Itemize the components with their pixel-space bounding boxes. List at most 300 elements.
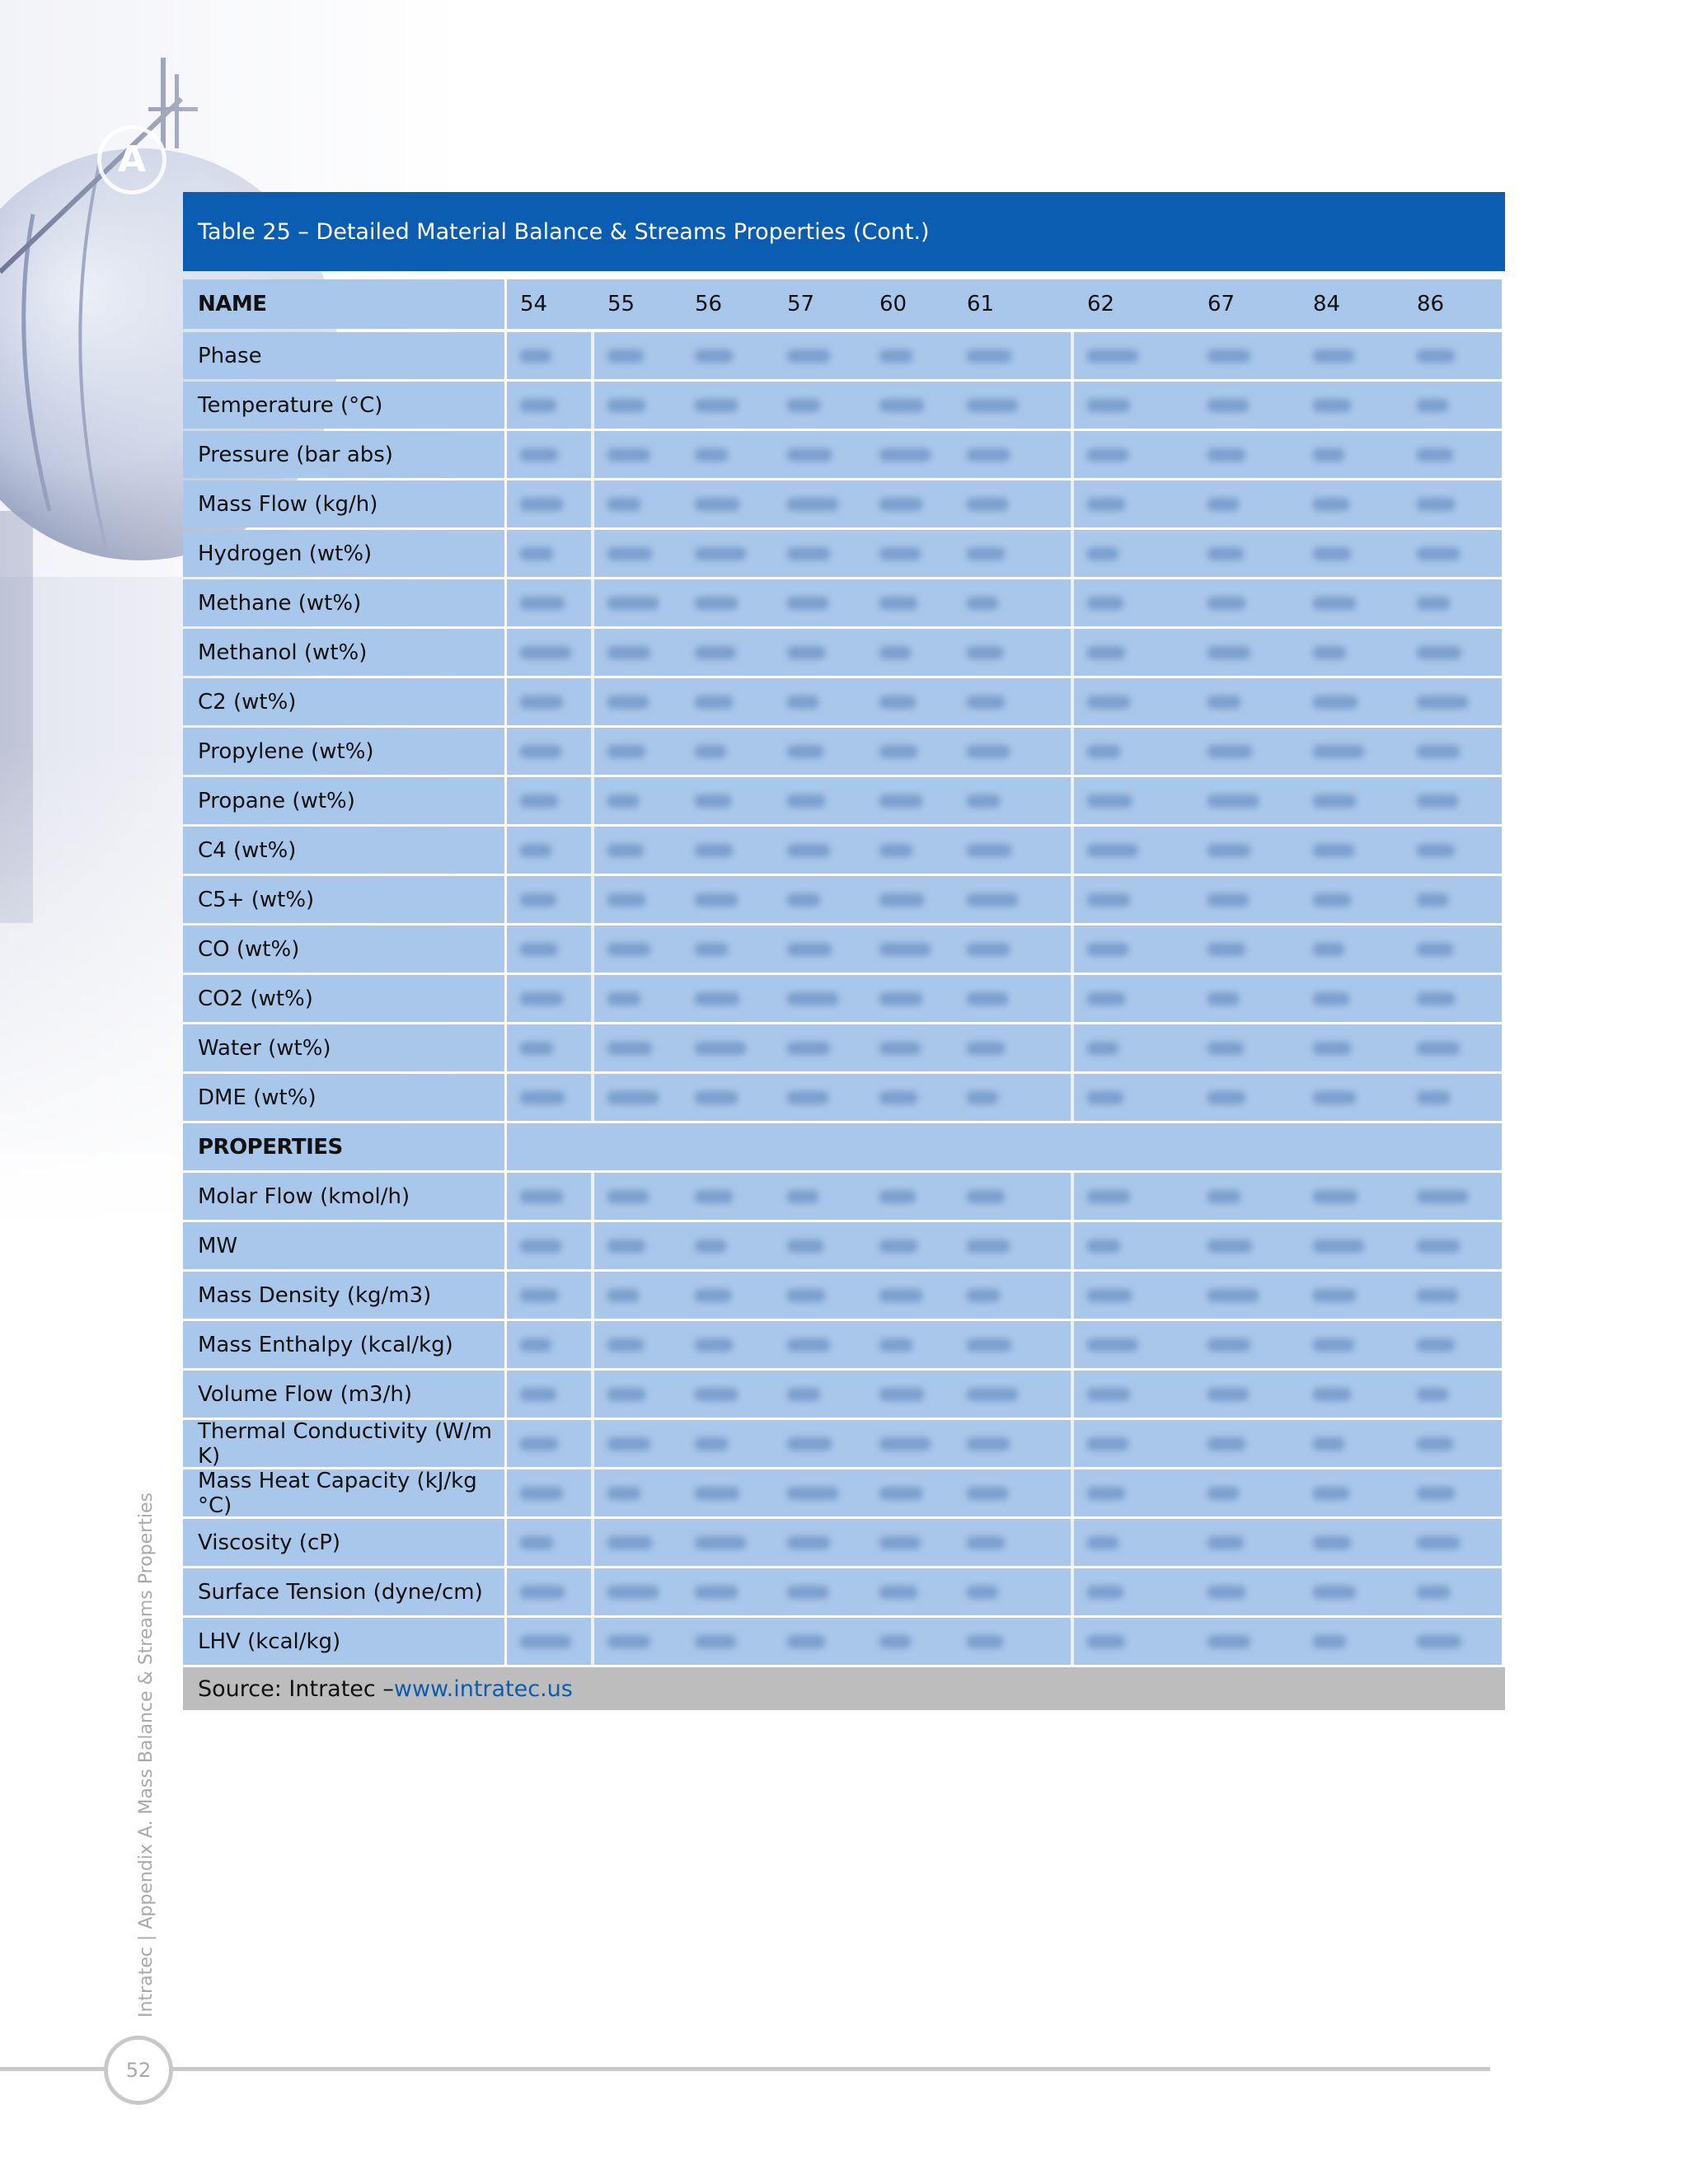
blurred-value-cell xyxy=(507,1123,594,1170)
redacted-value xyxy=(787,794,825,808)
redacted-value xyxy=(1417,844,1455,857)
redacted-value xyxy=(1087,498,1125,511)
blurred-value-cell xyxy=(594,1321,682,1368)
blurred-value-cell xyxy=(866,678,954,725)
redacted-value xyxy=(1207,349,1250,363)
blurred-value-cell xyxy=(682,1618,774,1665)
blurred-value-cell xyxy=(1300,431,1404,478)
blurred-value-cell xyxy=(1300,1420,1404,1467)
blurred-value-cell xyxy=(774,480,866,527)
blurred-value-cell xyxy=(954,579,1071,626)
redacted-value xyxy=(1087,1240,1120,1253)
blurred-value-cell xyxy=(1404,1173,1502,1220)
redacted-value xyxy=(695,1487,739,1500)
redacted-value xyxy=(879,498,922,511)
redacted-value xyxy=(967,1437,1010,1451)
redacted-value xyxy=(879,794,922,808)
redacted-value xyxy=(520,1240,561,1253)
blurred-value-cell xyxy=(1404,332,1502,379)
blurred-value-cell xyxy=(954,1469,1071,1516)
blurred-value-cell xyxy=(1404,876,1502,923)
redacted-value xyxy=(1313,1190,1357,1203)
redacted-value xyxy=(1417,1190,1468,1203)
redacted-value xyxy=(607,794,639,808)
blurred-value-cell xyxy=(774,629,866,676)
redacted-value xyxy=(1417,1042,1460,1055)
redacted-value xyxy=(607,399,645,412)
table-row xyxy=(183,1469,1505,1516)
blurred-value-cell xyxy=(682,1173,774,1220)
redacted-value xyxy=(787,1388,820,1401)
blurred-value-cell xyxy=(1404,431,1502,478)
blurred-value-cell xyxy=(774,1420,866,1467)
blurred-value-cell xyxy=(866,1123,954,1170)
blurred-value-cell xyxy=(954,382,1071,429)
redacted-value xyxy=(520,1536,553,1549)
redacted-value xyxy=(1417,992,1455,1005)
blurred-value-cell xyxy=(1300,678,1404,725)
redacted-value xyxy=(695,547,746,560)
redacted-value xyxy=(879,1586,917,1599)
blurred-value-cell xyxy=(507,777,591,824)
blurred-value-cell xyxy=(1404,1371,1502,1418)
blurred-value-cell xyxy=(1194,530,1300,577)
header-stream-cell: 84 xyxy=(1300,279,1404,329)
blurred-value-cell xyxy=(594,1371,682,1418)
blurred-value-cell xyxy=(866,382,954,429)
redacted-value xyxy=(1087,399,1130,412)
blurred-value-cell xyxy=(866,1173,954,1220)
blurred-value-cell xyxy=(1300,1469,1404,1516)
redacted-value xyxy=(1313,646,1346,659)
table-row xyxy=(183,1222,1505,1269)
blurred-value-cell xyxy=(866,926,954,972)
redacted-value xyxy=(607,1091,659,1104)
redacted-value xyxy=(787,1635,825,1648)
blurred-value-cell xyxy=(1300,530,1404,577)
blurred-value-cell xyxy=(1194,431,1300,478)
table-row xyxy=(183,678,1505,725)
blurred-value-cell xyxy=(507,1074,591,1121)
redacted-value xyxy=(787,844,830,857)
blurred-value-cell xyxy=(1194,1173,1300,1220)
table-row xyxy=(183,777,1505,824)
blurred-value-cell xyxy=(682,926,774,972)
redacted-value xyxy=(695,1240,726,1253)
table-row xyxy=(183,1024,1505,1071)
source-text: Source: Intratec – xyxy=(198,1675,394,1702)
blurred-value-cell xyxy=(1404,629,1502,676)
row-label-cell: Surface Tension (dyne/cm) xyxy=(183,1568,504,1615)
redacted-value xyxy=(607,1042,652,1055)
redacted-value xyxy=(1417,1289,1458,1302)
redacted-value xyxy=(695,794,731,808)
blurred-value-cell xyxy=(594,629,682,676)
blurred-value-cell xyxy=(594,728,682,775)
row-label-cell: Mass Flow (kg/h) xyxy=(183,480,504,527)
table-row xyxy=(183,975,1505,1022)
blurred-value-cell xyxy=(866,579,954,626)
redacted-value xyxy=(1207,1338,1250,1352)
redacted-value xyxy=(1313,696,1357,709)
redacted-value xyxy=(879,745,917,758)
blurred-value-cell xyxy=(866,728,954,775)
blurred-value-cell xyxy=(866,777,954,824)
row-label-cell: Molar Flow (kmol/h) xyxy=(183,1173,504,1220)
redacted-value xyxy=(1207,1437,1245,1451)
redacted-value xyxy=(607,745,645,758)
blurred-value-cell xyxy=(1194,827,1300,874)
blurred-value-cell xyxy=(774,1024,866,1071)
redacted-value xyxy=(787,1338,830,1352)
redacted-value xyxy=(520,1635,571,1648)
blurred-value-cell xyxy=(594,1024,682,1071)
redacted-value xyxy=(1087,1091,1123,1104)
redacted-value xyxy=(879,448,931,462)
blurred-value-cell xyxy=(1074,678,1194,725)
blurred-value-cell xyxy=(1074,1568,1194,1615)
redacted-value xyxy=(787,1487,838,1500)
row-label-cell: DME (wt%) xyxy=(183,1074,504,1121)
side-running-title: Intratec | Appendix A. Mass Balance & Streams Properties xyxy=(136,1493,157,2018)
table-row xyxy=(183,1371,1505,1418)
blurred-value-cell xyxy=(774,530,866,577)
blurred-value-cell xyxy=(866,1321,954,1368)
redacted-value xyxy=(1207,1635,1250,1648)
row-label-cell: PROPERTIES xyxy=(183,1123,504,1170)
blurred-value-cell xyxy=(1404,975,1502,1022)
row-label-cell: Water (wt%) xyxy=(183,1024,504,1071)
blurred-value-cell xyxy=(1074,827,1194,874)
blurred-value-cell xyxy=(866,332,954,379)
blurred-value-cell xyxy=(1074,1618,1194,1665)
redacted-value xyxy=(1207,794,1259,808)
redacted-value xyxy=(695,893,738,907)
redacted-value xyxy=(520,844,551,857)
blurred-value-cell xyxy=(1074,777,1194,824)
blurred-value-cell xyxy=(774,1568,866,1615)
redacted-value xyxy=(879,1635,911,1648)
redacted-value xyxy=(1087,794,1132,808)
redacted-value xyxy=(520,547,553,560)
blurred-value-cell xyxy=(682,1222,774,1269)
blurred-value-cell xyxy=(954,678,1071,725)
blurred-value-cell xyxy=(954,728,1071,775)
blurred-value-cell xyxy=(774,777,866,824)
blurred-value-cell xyxy=(866,1272,954,1319)
header-stream-cell: 56 xyxy=(682,279,774,329)
source-row xyxy=(183,1667,1505,1710)
blurred-value-cell xyxy=(1194,777,1300,824)
blurred-value-cell xyxy=(1300,382,1404,429)
redacted-value xyxy=(1417,696,1468,709)
blurred-value-cell xyxy=(1194,876,1300,923)
redacted-value xyxy=(1087,1437,1128,1451)
blurred-value-cell xyxy=(507,530,591,577)
row-label-cell: Propane (wt%) xyxy=(183,777,504,824)
blurred-value-cell xyxy=(1074,1123,1194,1170)
redacted-value xyxy=(607,448,650,462)
blurred-value-cell xyxy=(774,1272,866,1319)
blurred-value-cell xyxy=(954,1321,1071,1368)
blurred-value-cell xyxy=(594,926,682,972)
table-row xyxy=(183,1173,1505,1220)
redacted-value xyxy=(695,1091,738,1104)
blurred-value-cell xyxy=(1194,1321,1300,1368)
blurred-value-cell xyxy=(682,1074,774,1121)
blurred-value-cell xyxy=(1300,1519,1404,1566)
blurred-value-cell xyxy=(682,728,774,775)
redacted-value xyxy=(695,349,733,363)
redacted-value xyxy=(1313,1536,1351,1549)
row-label-cell: C5+ (wt%) xyxy=(183,876,504,923)
footer-rule xyxy=(0,2067,1490,2071)
blurred-value-cell xyxy=(682,1321,774,1368)
blurred-value-cell xyxy=(1404,1222,1502,1269)
blurred-value-cell xyxy=(774,579,866,626)
redacted-value xyxy=(520,696,563,709)
redacted-value xyxy=(1207,498,1239,511)
redacted-value xyxy=(520,745,561,758)
redacted-value xyxy=(1313,1338,1354,1352)
blurred-value-cell xyxy=(866,1074,954,1121)
blurred-value-cell xyxy=(1074,1469,1194,1516)
redacted-value xyxy=(967,399,1018,412)
redacted-value xyxy=(1417,349,1455,363)
blurred-value-cell xyxy=(1194,975,1300,1022)
redacted-value xyxy=(1417,1635,1461,1648)
row-label-cell: Methane (wt%) xyxy=(183,579,504,626)
redacted-value xyxy=(607,597,659,610)
blurred-value-cell xyxy=(1404,1420,1502,1467)
redacted-value xyxy=(1313,893,1351,907)
blurred-value-cell xyxy=(682,629,774,676)
blurred-value-cell xyxy=(866,1618,954,1665)
redacted-value xyxy=(695,1042,746,1055)
blurred-value-cell xyxy=(1074,332,1194,379)
redacted-value xyxy=(520,646,571,659)
redacted-value xyxy=(1313,498,1349,511)
redacted-value xyxy=(967,1042,1005,1055)
redacted-value xyxy=(695,1437,728,1451)
blurred-value-cell xyxy=(1404,1074,1502,1121)
blurred-value-cell xyxy=(954,1519,1071,1566)
redacted-value xyxy=(1087,1042,1118,1055)
blurred-value-cell xyxy=(682,1123,774,1170)
redacted-value xyxy=(1087,547,1118,560)
redacted-value xyxy=(879,943,931,956)
blurred-value-cell xyxy=(954,1420,1071,1467)
redacted-value xyxy=(879,844,912,857)
redacted-value xyxy=(607,646,650,659)
redacted-value xyxy=(607,547,652,560)
blurred-value-cell xyxy=(954,431,1071,478)
redacted-value xyxy=(1313,1240,1364,1253)
intratec-logo-badge xyxy=(97,125,166,194)
blurred-value-cell xyxy=(682,579,774,626)
header-stream-cell: 67 xyxy=(1194,279,1300,329)
blurred-value-cell xyxy=(682,1568,774,1615)
redacted-value xyxy=(1087,893,1130,907)
blurred-value-cell xyxy=(954,1074,1071,1121)
redacted-value xyxy=(879,547,921,560)
blurred-value-cell xyxy=(594,876,682,923)
blurred-value-cell xyxy=(774,1618,866,1665)
blurred-value-cell xyxy=(1300,1074,1404,1121)
blurred-value-cell xyxy=(1300,629,1404,676)
redacted-value xyxy=(967,1091,998,1104)
redacted-value xyxy=(787,597,828,610)
blurred-value-cell xyxy=(1404,480,1502,527)
blurred-value-cell xyxy=(866,530,954,577)
redacted-value xyxy=(967,745,1010,758)
blurred-value-cell xyxy=(1404,530,1502,577)
blurred-value-cell xyxy=(866,827,954,874)
blurred-value-cell xyxy=(594,1173,682,1220)
redacted-value xyxy=(1207,1536,1244,1549)
blurred-value-cell xyxy=(682,678,774,725)
redacted-value xyxy=(607,1240,645,1253)
redacted-value xyxy=(520,893,556,907)
blurred-value-cell xyxy=(774,1222,866,1269)
header-stream-cell: 55 xyxy=(594,279,682,329)
blurred-value-cell xyxy=(774,382,866,429)
redacted-value xyxy=(607,844,644,857)
redacted-value xyxy=(1417,943,1453,956)
blurred-value-cell xyxy=(682,530,774,577)
blurred-value-cell xyxy=(507,975,591,1022)
redacted-value xyxy=(787,992,838,1005)
redacted-value xyxy=(787,1042,830,1055)
redacted-value xyxy=(695,1536,746,1549)
blurred-value-cell xyxy=(774,728,866,775)
page-number-badge xyxy=(104,2036,173,2105)
redacted-value xyxy=(787,1240,823,1253)
blurred-value-cell xyxy=(866,1469,954,1516)
table-row xyxy=(183,1519,1505,1566)
redacted-value xyxy=(1207,745,1252,758)
redacted-value xyxy=(1207,1091,1245,1104)
table-body xyxy=(183,279,1505,1665)
redacted-value xyxy=(1207,844,1250,857)
redacted-value xyxy=(967,893,1018,907)
redacted-value xyxy=(607,893,645,907)
header-name-cell: NAME xyxy=(183,279,504,329)
table-row xyxy=(183,332,1505,379)
redacted-value xyxy=(967,696,1005,709)
blurred-value-cell xyxy=(594,332,682,379)
redacted-value xyxy=(1417,597,1450,610)
blurred-value-cell xyxy=(682,777,774,824)
blurred-value-cell xyxy=(507,629,591,676)
redacted-value xyxy=(1207,547,1244,560)
redacted-value xyxy=(520,498,563,511)
redacted-value xyxy=(1313,448,1344,462)
redacted-value xyxy=(787,646,825,659)
redacted-value xyxy=(1417,1586,1450,1599)
blurred-value-cell xyxy=(1300,1173,1404,1220)
redacted-value xyxy=(607,992,640,1005)
redacted-value xyxy=(1417,1536,1460,1549)
blurred-value-cell xyxy=(774,1321,866,1368)
blurred-value-cell xyxy=(1404,1568,1502,1615)
row-label-cell: Viscosity (cP) xyxy=(183,1519,504,1566)
redacted-value xyxy=(520,1338,551,1352)
redacted-value xyxy=(1313,1586,1356,1599)
redacted-value xyxy=(607,943,650,956)
redacted-value xyxy=(879,1536,921,1549)
row-label-cell: Pressure (bar abs) xyxy=(183,431,504,478)
redacted-value xyxy=(520,794,558,808)
redacted-value xyxy=(607,1487,640,1500)
blurred-value-cell xyxy=(594,827,682,874)
redacted-value xyxy=(879,1190,916,1203)
blurred-value-cell xyxy=(774,926,866,972)
source-link[interactable]: www.intratec.us xyxy=(393,1675,573,1702)
redacted-value xyxy=(1417,1338,1455,1352)
redacted-value xyxy=(967,448,1010,462)
redacted-value xyxy=(695,1289,731,1302)
blurred-value-cell xyxy=(866,975,954,1022)
blurred-value-cell xyxy=(1074,1222,1194,1269)
blurred-value-cell xyxy=(1404,1024,1502,1071)
blurred-value-cell xyxy=(1300,579,1404,626)
redacted-value xyxy=(1207,1289,1259,1302)
blurred-value-cell xyxy=(1194,1371,1300,1418)
redacted-value xyxy=(695,696,733,709)
blurred-value-cell xyxy=(507,1618,591,1665)
blurred-value-cell xyxy=(1074,431,1194,478)
blurred-value-cell xyxy=(1074,1420,1194,1467)
redacted-value xyxy=(879,646,911,659)
blurred-value-cell xyxy=(1074,876,1194,923)
redacted-value xyxy=(607,1437,650,1451)
redacted-value xyxy=(879,349,912,363)
redacted-value xyxy=(967,1240,1010,1253)
blurred-value-cell xyxy=(866,1371,954,1418)
blurred-value-cell xyxy=(507,926,591,972)
blurred-value-cell xyxy=(594,382,682,429)
redacted-value xyxy=(1087,597,1123,610)
redacted-value xyxy=(1087,349,1138,363)
redacted-value xyxy=(879,893,924,907)
blurred-value-cell xyxy=(866,1568,954,1615)
blurred-value-cell xyxy=(1404,827,1502,874)
blurred-value-cell xyxy=(1404,777,1502,824)
blurred-value-cell xyxy=(507,1321,591,1368)
blurred-value-cell xyxy=(1074,975,1194,1022)
blurred-value-cell xyxy=(507,1371,591,1418)
blurred-value-cell xyxy=(507,678,591,725)
blurred-value-cell xyxy=(866,1222,954,1269)
blurred-value-cell xyxy=(1194,1519,1300,1566)
blurred-value-cell xyxy=(774,1469,866,1516)
material-balance-table xyxy=(183,192,1505,1710)
blurred-value-cell xyxy=(507,332,591,379)
blurred-value-cell xyxy=(594,1618,682,1665)
blurred-value-cell xyxy=(507,1469,591,1516)
table-row xyxy=(183,926,1505,972)
row-label-cell: Mass Heat Capacity (kJ/kg °C) xyxy=(183,1469,504,1516)
redacted-value xyxy=(520,1437,558,1451)
blurred-value-cell xyxy=(1074,926,1194,972)
redacted-value xyxy=(1207,597,1245,610)
blurred-value-cell xyxy=(507,1568,591,1615)
blurred-value-cell xyxy=(682,975,774,1022)
blurred-value-cell xyxy=(682,431,774,478)
logo-glyph: A xyxy=(117,138,147,180)
redacted-value xyxy=(1417,1487,1455,1500)
